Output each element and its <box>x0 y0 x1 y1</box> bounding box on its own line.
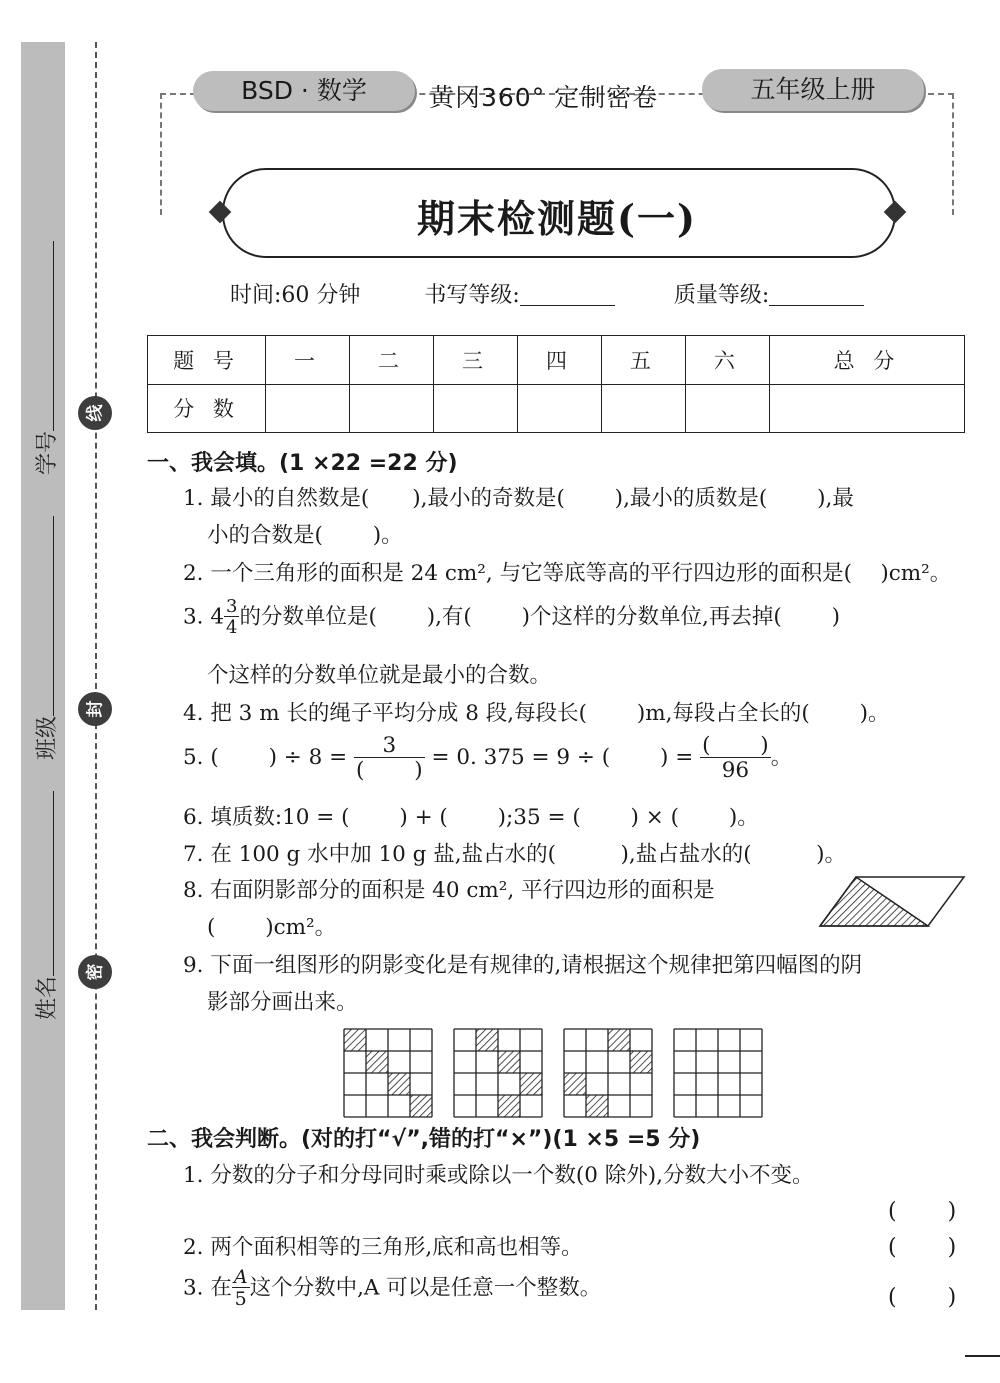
time-label: 时间:60 分钟 <box>230 283 361 308</box>
answer-blank-2[interactable]: ( ) <box>888 1235 957 1260</box>
grid-figure-1 <box>344 1029 432 1117</box>
grade-badge: 五年级上册 <box>702 69 924 111</box>
shaded-cell <box>476 1029 498 1051</box>
page-edge-mark <box>965 1355 1000 1357</box>
score-cell[interactable] <box>349 384 433 433</box>
binding-dashed-line <box>95 42 97 1310</box>
score-cell[interactable] <box>601 384 685 433</box>
quality-grade-label: 质量等级: <box>673 283 770 308</box>
table-header-cell: 题 号 <box>148 336 266 385</box>
table-header-cell: 六 <box>685 336 769 385</box>
shaded-cell <box>388 1073 410 1095</box>
question-1-line2: 小的合数是( )。 <box>207 523 403 548</box>
table-header-cell: 二 <box>349 336 433 385</box>
quality-grade-blank[interactable] <box>769 305 864 306</box>
name-field[interactable]: 姓名 <box>30 791 61 1020</box>
score-cell[interactable] <box>433 384 517 433</box>
score-cell[interactable] <box>769 384 964 433</box>
question-3-line1: 3. 4 $\frac{3}{4}$ 的分数单位是( ),有( )个这样的分数单位,再去掉( ) <box>183 596 840 638</box>
question-5: 5. ( ) ÷ 8 = $\frac{3}{( )}$ = 0. 375 = 9 ÷ ( ) = $\frac{( )}{96}$ 。 <box>183 733 793 783</box>
shaded-cell <box>344 1029 366 1051</box>
question-3-line2: 个这样的分数单位就是最小的合数。 <box>207 663 552 688</box>
seal-mark-xian: 线 <box>78 396 112 430</box>
section1-heading: 一、我会填。(1 ×22 =22 分) <box>147 451 458 476</box>
shaded-cell <box>410 1095 432 1117</box>
table-header-cell: 四 <box>517 336 601 385</box>
shaded-cell <box>564 1073 586 1095</box>
answer-blank-1[interactable]: ( ) <box>888 1199 957 1224</box>
question-9-line1: 9. 下面一组图形的阴影变化是有规律的,请根据这个规律把第四幅图的阴 <box>183 953 863 978</box>
table-header-cell: 三 <box>433 336 517 385</box>
page-title: 期末检测题(一) <box>417 196 697 241</box>
question-8-line1: 8. 右面阴影部分的面积是 40 cm², 平行四边形的面积是 <box>183 878 715 903</box>
shaded-cell <box>630 1051 652 1073</box>
question-1-line1: 1. 最小的自然数是( ),最小的奇数是( ),最小的质数是( ),最 <box>183 486 854 511</box>
question-7: 7. 在 100 g 水中加 10 g 盐,盐占水的( ),盐占盐水的( )。 <box>183 842 846 867</box>
shaded-cell <box>366 1051 388 1073</box>
class-field[interactable]: 班级 <box>30 516 61 760</box>
table-header-cell: 一 <box>266 336 350 385</box>
seal-mark-feng: 封 <box>78 692 112 726</box>
shaded-cell <box>608 1029 630 1051</box>
series-name: 黄冈360° 定制密卷 <box>429 83 659 112</box>
shaded-cell <box>498 1051 520 1073</box>
shaded-cell <box>498 1095 520 1117</box>
score-row-label: 分 数 <box>148 384 266 433</box>
table-header-cell: 总 分 <box>769 336 964 385</box>
table-row <box>148 336 965 385</box>
answer-blank-3[interactable]: ( ) <box>888 1285 957 1310</box>
shaded-cell <box>520 1073 542 1095</box>
grid-figure-2 <box>454 1029 542 1117</box>
seal-mark-mi: 密 <box>78 955 112 989</box>
subject-badge: BSD · 数学 <box>193 71 415 111</box>
score-cell[interactable] <box>685 384 769 433</box>
score-cell[interactable] <box>517 384 601 433</box>
question-9-line2: 影部分画出来。 <box>207 990 358 1015</box>
writing-grade-label: 书写等级: <box>424 283 520 308</box>
parallelogram-figure <box>818 874 968 930</box>
judge-question-2: 2. 两个面积相等的三角形,底和高也相等。 <box>183 1235 583 1260</box>
exam-meta <box>230 278 864 309</box>
question-2: 2. 一个三角形的面积是 24 cm², 与它等底等高的平行四边形的面积是( )cm²。 <box>183 561 952 586</box>
table-header-cell: 五 <box>601 336 685 385</box>
shaded-cell <box>586 1095 608 1117</box>
section2-heading: 二、我会判断。(对的打“√”,错的打“×”)(1 ×5 =5 分) <box>147 1127 701 1152</box>
score-table <box>147 335 965 433</box>
grid-figure-4[interactable] <box>674 1029 762 1117</box>
question-8-line2: ( )cm²。 <box>207 915 337 940</box>
question-6: 6. 填质数:10 = ( ) + ( );35 = ( ) × ( )。 <box>183 805 759 830</box>
score-cell[interactable] <box>266 384 350 433</box>
student-id-field[interactable]: 学号 <box>30 241 61 475</box>
judge-question-3: 3. 在 $\frac{A}{5}$ 这个分数中,A 可以是任意一个整数。 <box>183 1266 602 1310</box>
table-row <box>148 384 965 433</box>
question-4: 4. 把 3 m 长的绳子平均分成 8 段,每段长( )m,每段占全长的( )。 <box>183 701 890 726</box>
judge-question-1: 1. 分数的分子和分母同时乘或除以一个数(0 除外),分数大小不变。 <box>183 1163 814 1188</box>
writing-grade-blank[interactable] <box>520 305 615 306</box>
grid-figure-3 <box>564 1029 652 1117</box>
pattern-grids <box>340 1026 780 1122</box>
